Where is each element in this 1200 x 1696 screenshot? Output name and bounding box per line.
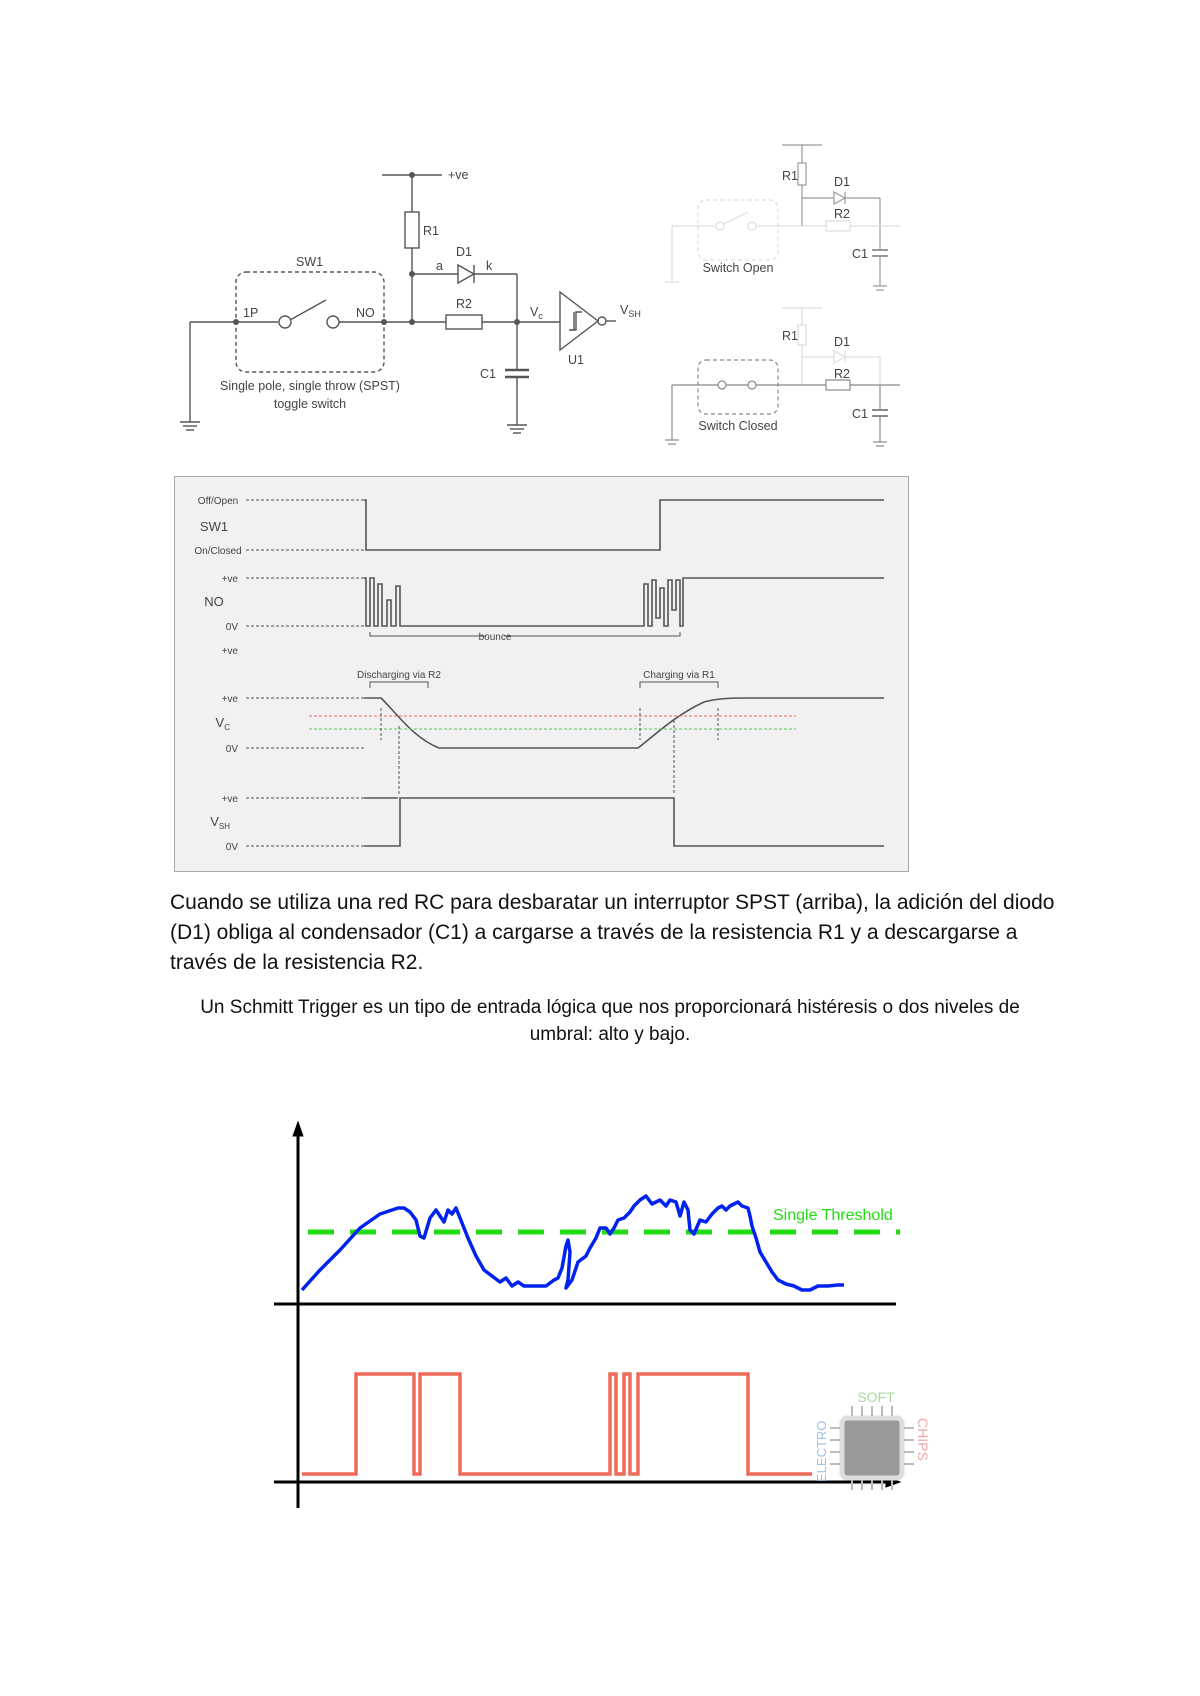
switch-closed-schematic bbox=[665, 308, 900, 446]
pin-1p-label: 1P bbox=[243, 306, 259, 320]
cathode-label: k bbox=[486, 259, 493, 273]
svg-text:0V: 0V bbox=[225, 744, 238, 755]
gate-label: U1 bbox=[568, 353, 584, 367]
figure-caption: Cuando se utiliza una red RC para desbaratar un interruptor SPST (arriba), la adición del diodo (D1) obliga al condensador (C1) a cargarse a través de la resistencia R1 y a descargarse a través de la resistencia R2. bbox=[170, 891, 1055, 974]
svg-text:R1: R1 bbox=[782, 329, 798, 343]
sw1-signal-label: SW1 bbox=[199, 519, 229, 534]
discharging-label: Discharging via R2 bbox=[357, 670, 441, 681]
svg-text:C1: C1 bbox=[852, 247, 868, 261]
switch-ref-label: SW1 bbox=[296, 255, 324, 269]
logo-soft-text: SOFT bbox=[857, 1389, 895, 1405]
off-open-label: Off/Open bbox=[197, 496, 239, 507]
svg-text:+ve: +ve bbox=[221, 646, 238, 657]
switch-closed-caption: Switch Closed bbox=[698, 419, 778, 433]
debounce-timing-diagram bbox=[174, 476, 909, 872]
svg-text:+ve: +ve bbox=[221, 794, 238, 805]
vsh-label: $V_{SH}$ bbox=[620, 303, 641, 319]
svg-text:R2: R2 bbox=[834, 367, 850, 381]
rc-debounce-schematic bbox=[0, 0, 1200, 470]
switch-caption-line1: Single pole, single throw (SPST) bbox=[220, 379, 400, 393]
r1-label: R1 bbox=[423, 224, 439, 238]
single-threshold-chart bbox=[0, 1110, 1200, 1520]
supply-label: +ve bbox=[448, 168, 469, 182]
switch-open-caption: Switch Open bbox=[702, 261, 774, 275]
svg-text:D1: D1 bbox=[834, 335, 850, 349]
d1-label: D1 bbox=[456, 245, 472, 259]
logo-chips-text: CHIPS bbox=[915, 1418, 931, 1461]
vsh-signal-label: $V_{SH}$ bbox=[210, 814, 230, 831]
on-closed-label: On/Closed bbox=[194, 546, 242, 557]
electrosoftchips-logo bbox=[814, 1389, 931, 1490]
bounce-label: bounce bbox=[478, 632, 512, 643]
svg-text:R1: R1 bbox=[782, 169, 798, 183]
switch-caption-line2: toggle switch bbox=[273, 397, 347, 411]
vc-label: $V_c$ bbox=[530, 305, 543, 321]
threshold-label: Single Threshold bbox=[773, 1207, 893, 1224]
r2-label: R2 bbox=[456, 297, 472, 311]
svg-text:0V: 0V bbox=[225, 842, 238, 853]
vc-signal-label: $V_C$ bbox=[215, 715, 230, 732]
svg-text:+ve: +ve bbox=[221, 694, 238, 705]
logo-electro-text: ELECTRO bbox=[814, 1420, 829, 1482]
anode-label: a bbox=[436, 259, 443, 273]
no-signal-label: NO bbox=[204, 594, 224, 609]
charging-label: Charging via R1 bbox=[643, 670, 715, 681]
output-signal-curve bbox=[302, 1374, 812, 1474]
svg-text:C1: C1 bbox=[852, 407, 868, 421]
c1-label: C1 bbox=[480, 367, 496, 381]
svg-text:D1: D1 bbox=[834, 175, 850, 189]
svg-text:R2: R2 bbox=[834, 207, 850, 221]
svg-text:0V: 0V bbox=[225, 622, 238, 633]
input-signal-curve bbox=[302, 1196, 844, 1290]
svg-text:+ve: +ve bbox=[221, 574, 238, 585]
pin-no-label: NO bbox=[356, 306, 375, 320]
switch-open-schematic bbox=[665, 145, 900, 290]
schmitt-trigger-intro: Un Schmitt Trigger es un tipo de entrada lógica que nos proporcionará histéresis o dos niveles de umbral: alto y bajo. bbox=[200, 997, 1020, 1045]
